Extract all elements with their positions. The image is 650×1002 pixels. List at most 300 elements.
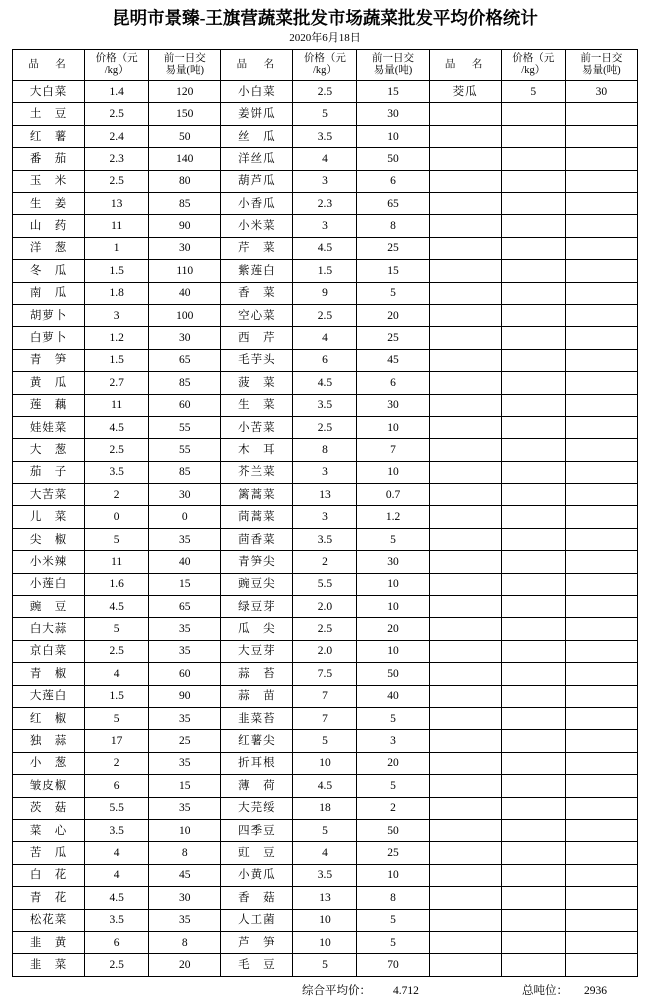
table-row bbox=[13, 685, 638, 707]
cell-price-3 bbox=[501, 215, 565, 237]
cell-price-3 bbox=[501, 125, 565, 147]
cell-price-1: 4.5 bbox=[85, 596, 149, 618]
cell-price-1: 1 bbox=[85, 237, 149, 259]
cell-price-2: 5 bbox=[293, 819, 357, 841]
cell-price-1: 3 bbox=[85, 304, 149, 326]
cell-name-1: 番 茄 bbox=[13, 148, 85, 170]
cell-name-3 bbox=[429, 708, 501, 730]
cell-volume-3 bbox=[565, 103, 637, 125]
average-price-summary bbox=[302, 982, 419, 998]
cell-price-3 bbox=[501, 864, 565, 886]
cell-volume-3 bbox=[565, 461, 637, 483]
cell-volume-2: 25 bbox=[357, 327, 429, 349]
cell-price-2: 7 bbox=[293, 708, 357, 730]
cell-price-1: 0 bbox=[85, 506, 149, 528]
cell-volume-1: 140 bbox=[149, 148, 221, 170]
cell-price-3 bbox=[501, 909, 565, 931]
cell-volume-3 bbox=[565, 282, 637, 304]
cell-volume-1: 90 bbox=[149, 215, 221, 237]
cell-name-2: 四季豆 bbox=[221, 819, 293, 841]
cell-volume-1: 55 bbox=[149, 439, 221, 461]
cell-name-2: 篱蒿菜 bbox=[221, 484, 293, 506]
cell-price-1: 6 bbox=[85, 931, 149, 953]
cell-name-2: 小黄瓜 bbox=[221, 864, 293, 886]
cell-volume-2: 2 bbox=[357, 797, 429, 819]
cell-name-2: 薄 荷 bbox=[221, 775, 293, 797]
cell-name-1: 儿 菜 bbox=[13, 506, 85, 528]
cell-name-2: 茼蒿菜 bbox=[221, 506, 293, 528]
cell-volume-2: 5 bbox=[357, 282, 429, 304]
cell-name-3 bbox=[429, 842, 501, 864]
cell-volume-1: 40 bbox=[149, 282, 221, 304]
cell-price-2: 4 bbox=[293, 842, 357, 864]
cell-name-3 bbox=[429, 573, 501, 595]
column-header-volume-line2: 易量(吨) bbox=[373, 65, 413, 77]
cell-volume-3 bbox=[565, 372, 637, 394]
total-tonnage-label: 总吨位： bbox=[522, 984, 568, 997]
cell-name-2: 红薯尖 bbox=[221, 730, 293, 752]
cell-price-3 bbox=[501, 170, 565, 192]
total-tonnage-summary bbox=[522, 982, 607, 998]
cell-volume-2: 25 bbox=[357, 237, 429, 259]
cell-name-1: 青 花 bbox=[13, 887, 85, 909]
cell-price-1: 11 bbox=[85, 215, 149, 237]
table-row bbox=[13, 349, 638, 371]
cell-price-1: 3.5 bbox=[85, 461, 149, 483]
cell-price-2: 6 bbox=[293, 349, 357, 371]
cell-price-2: 3.5 bbox=[293, 528, 357, 550]
table-row bbox=[13, 797, 638, 819]
cell-name-1: 豌 豆 bbox=[13, 596, 85, 618]
cell-name-3 bbox=[429, 954, 501, 976]
cell-name-3 bbox=[429, 909, 501, 931]
cell-price-3 bbox=[501, 237, 565, 259]
cell-name-1: 红 薯 bbox=[13, 125, 85, 147]
cell-price-1: 2.4 bbox=[85, 125, 149, 147]
cell-name-1: 大 葱 bbox=[13, 439, 85, 461]
table-row bbox=[13, 304, 638, 326]
cell-name-1: 冬 瓜 bbox=[13, 260, 85, 282]
column-header-price-2 bbox=[293, 50, 357, 81]
column-header-volume-3 bbox=[565, 50, 637, 81]
cell-price-2: 4.5 bbox=[293, 372, 357, 394]
cell-price-2: 3 bbox=[293, 170, 357, 192]
cell-price-3 bbox=[501, 394, 565, 416]
cell-price-1: 5 bbox=[85, 528, 149, 550]
cell-volume-3 bbox=[565, 842, 637, 864]
cell-name-3 bbox=[429, 148, 501, 170]
cell-price-3 bbox=[501, 954, 565, 976]
cell-price-3 bbox=[501, 551, 565, 573]
column-header-volume-line2: 易量(吨) bbox=[165, 65, 204, 77]
cell-name-1: 莲 藕 bbox=[13, 394, 85, 416]
cell-volume-1: 25 bbox=[149, 730, 221, 752]
cell-volume-3 bbox=[565, 819, 637, 841]
cell-volume-3 bbox=[565, 439, 637, 461]
column-header-price-3 bbox=[501, 50, 565, 81]
cell-price-1: 4.5 bbox=[85, 887, 149, 909]
cell-name-1: 洋 葱 bbox=[13, 237, 85, 259]
cell-volume-2: 20 bbox=[357, 752, 429, 774]
page-title: 昆明市景臻-王旗营蔬菜批发市场蔬菜批发平均价格统计 bbox=[112, 8, 538, 28]
cell-price-1: 2.5 bbox=[85, 103, 149, 125]
column-header-volume-1 bbox=[149, 50, 221, 81]
cell-name-2: 姜饼瓜 bbox=[221, 103, 293, 125]
cell-price-2: 10 bbox=[293, 909, 357, 931]
cell-volume-2: 7 bbox=[357, 439, 429, 461]
cell-price-3 bbox=[501, 708, 565, 730]
cell-name-2: 小白菜 bbox=[221, 81, 293, 103]
cell-name-3 bbox=[429, 931, 501, 953]
cell-price-2: 4 bbox=[293, 148, 357, 170]
cell-price-3 bbox=[501, 730, 565, 752]
cell-volume-2: 45 bbox=[357, 349, 429, 371]
cell-name-1: 苦 瓜 bbox=[13, 842, 85, 864]
cell-volume-3 bbox=[565, 887, 637, 909]
cell-name-3 bbox=[429, 663, 501, 685]
cell-price-3 bbox=[501, 685, 565, 707]
cell-volume-3 bbox=[565, 170, 637, 192]
cell-name-3 bbox=[429, 484, 501, 506]
average-price-value: 4.712 bbox=[393, 984, 419, 997]
column-header-name-3: 品 名 bbox=[429, 50, 501, 81]
cell-price-2: 13 bbox=[293, 484, 357, 506]
cell-price-2: 18 bbox=[293, 797, 357, 819]
cell-name-2: 紫莲白 bbox=[221, 260, 293, 282]
cell-volume-2: 15 bbox=[357, 260, 429, 282]
cell-volume-3 bbox=[565, 573, 637, 595]
cell-volume-2: 65 bbox=[357, 193, 429, 215]
cell-name-1: 茄 子 bbox=[13, 461, 85, 483]
cell-price-3 bbox=[501, 372, 565, 394]
table-row bbox=[13, 864, 638, 886]
cell-name-3 bbox=[429, 775, 501, 797]
cell-name-2: 豇 豆 bbox=[221, 842, 293, 864]
cell-volume-3 bbox=[565, 618, 637, 640]
cell-volume-2: 5 bbox=[357, 775, 429, 797]
cell-name-3 bbox=[429, 461, 501, 483]
cell-price-1: 6 bbox=[85, 775, 149, 797]
cell-name-3 bbox=[429, 193, 501, 215]
cell-name-2: 瓜 尖 bbox=[221, 618, 293, 640]
cell-name-3 bbox=[429, 887, 501, 909]
table-header bbox=[13, 50, 638, 81]
cell-name-2: 毛 豆 bbox=[221, 954, 293, 976]
cell-volume-3 bbox=[565, 752, 637, 774]
cell-volume-1: 120 bbox=[149, 81, 221, 103]
cell-price-1: 2.5 bbox=[85, 170, 149, 192]
cell-name-1: 独 蒜 bbox=[13, 730, 85, 752]
table-row bbox=[13, 931, 638, 953]
cell-volume-3 bbox=[565, 685, 637, 707]
cell-volume-2: 1.2 bbox=[357, 506, 429, 528]
column-header-price-line1: 价格（元 bbox=[95, 53, 138, 64]
cell-volume-2: 30 bbox=[357, 551, 429, 573]
column-header-volume-line1: 前一日交 bbox=[372, 53, 415, 64]
table-row bbox=[13, 551, 638, 573]
column-header-price-line2: /kg） bbox=[521, 65, 546, 77]
cell-price-2: 2 bbox=[293, 551, 357, 573]
cell-volume-1: 8 bbox=[149, 931, 221, 953]
table-row bbox=[13, 416, 638, 438]
table-row bbox=[13, 506, 638, 528]
cell-price-3 bbox=[501, 663, 565, 685]
cell-price-1: 1.2 bbox=[85, 327, 149, 349]
cell-name-2: 蒜 苗 bbox=[221, 685, 293, 707]
cell-volume-2: 6 bbox=[357, 372, 429, 394]
cell-price-1: 3.5 bbox=[85, 819, 149, 841]
cell-name-2: 小香瓜 bbox=[221, 193, 293, 215]
cell-volume-2: 10 bbox=[357, 640, 429, 662]
cell-price-2: 13 bbox=[293, 887, 357, 909]
cell-volume-2: 5 bbox=[357, 931, 429, 953]
cell-name-2: 绿豆芽 bbox=[221, 596, 293, 618]
cell-price-1: 2.5 bbox=[85, 640, 149, 662]
cell-price-1: 1.8 bbox=[85, 282, 149, 304]
cell-volume-1: 10 bbox=[149, 819, 221, 841]
cell-price-3 bbox=[501, 752, 565, 774]
table-row bbox=[13, 484, 638, 506]
table-row bbox=[13, 125, 638, 147]
cell-name-3 bbox=[429, 349, 501, 371]
cell-volume-2: 5 bbox=[357, 528, 429, 550]
cell-name-2: 木 耳 bbox=[221, 439, 293, 461]
cell-name-2: 大豆芽 bbox=[221, 640, 293, 662]
cell-name-1: 白萝卜 bbox=[13, 327, 85, 349]
cell-price-3 bbox=[501, 103, 565, 125]
cell-price-3 bbox=[501, 461, 565, 483]
cell-name-1: 胡萝卜 bbox=[13, 304, 85, 326]
cell-price-2: 2.0 bbox=[293, 596, 357, 618]
table-row bbox=[13, 260, 638, 282]
cell-price-2: 3.5 bbox=[293, 394, 357, 416]
cell-volume-3 bbox=[565, 931, 637, 953]
cell-volume-1: 35 bbox=[149, 797, 221, 819]
cell-volume-1: 150 bbox=[149, 103, 221, 125]
cell-price-3 bbox=[501, 528, 565, 550]
table-row bbox=[13, 215, 638, 237]
cell-price-3 bbox=[501, 506, 565, 528]
cell-name-3 bbox=[429, 685, 501, 707]
cell-volume-2: 10 bbox=[357, 125, 429, 147]
cell-name-1: 小 葱 bbox=[13, 752, 85, 774]
table-row bbox=[13, 640, 638, 662]
cell-price-1: 1.6 bbox=[85, 573, 149, 595]
column-header-price-line1: 价格（元 bbox=[303, 53, 346, 64]
cell-price-2: 3 bbox=[293, 506, 357, 528]
cell-volume-1: 65 bbox=[149, 349, 221, 371]
cell-price-2: 7 bbox=[293, 685, 357, 707]
cell-price-1: 1.4 bbox=[85, 81, 149, 103]
cell-price-3 bbox=[501, 484, 565, 506]
cell-price-3 bbox=[501, 349, 565, 371]
cell-price-1: 1.5 bbox=[85, 349, 149, 371]
cell-volume-3 bbox=[565, 260, 637, 282]
cell-volume-2: 40 bbox=[357, 685, 429, 707]
cell-name-1: 青 椒 bbox=[13, 663, 85, 685]
cell-volume-1: 65 bbox=[149, 596, 221, 618]
cell-name-1: 娃娃菜 bbox=[13, 416, 85, 438]
cell-price-1: 2.3 bbox=[85, 148, 149, 170]
cell-name-2: 芥兰菜 bbox=[221, 461, 293, 483]
cell-volume-2: 10 bbox=[357, 461, 429, 483]
cell-volume-3: 30 bbox=[565, 81, 637, 103]
cell-volume-1: 30 bbox=[149, 887, 221, 909]
cell-price-1: 17 bbox=[85, 730, 149, 752]
cell-name-1: 小莲白 bbox=[13, 573, 85, 595]
cell-name-3 bbox=[429, 618, 501, 640]
cell-price-1: 11 bbox=[85, 551, 149, 573]
cell-name-2: 豌豆尖 bbox=[221, 573, 293, 595]
cell-volume-1: 8 bbox=[149, 842, 221, 864]
cell-volume-2: 10 bbox=[357, 864, 429, 886]
cell-name-1: 南 瓜 bbox=[13, 282, 85, 304]
cell-volume-3 bbox=[565, 327, 637, 349]
column-header-price-line2: /kg） bbox=[104, 65, 129, 77]
cell-name-2: 大芫绥 bbox=[221, 797, 293, 819]
cell-price-2: 4 bbox=[293, 327, 357, 349]
cell-price-3 bbox=[501, 439, 565, 461]
table-row bbox=[13, 573, 638, 595]
cell-price-3 bbox=[501, 842, 565, 864]
cell-volume-3 bbox=[565, 215, 637, 237]
cell-name-3 bbox=[429, 327, 501, 349]
cell-volume-3 bbox=[565, 775, 637, 797]
table-row bbox=[13, 170, 638, 192]
cell-volume-3 bbox=[565, 909, 637, 931]
cell-name-1: 玉 米 bbox=[13, 170, 85, 192]
cell-price-1: 5 bbox=[85, 708, 149, 730]
column-header-price-1 bbox=[85, 50, 149, 81]
cell-price-3 bbox=[501, 148, 565, 170]
cell-price-2: 7.5 bbox=[293, 663, 357, 685]
cell-price-2: 3 bbox=[293, 215, 357, 237]
cell-volume-3 bbox=[565, 237, 637, 259]
cell-volume-3 bbox=[565, 484, 637, 506]
column-header-volume-line2: 易量(吨) bbox=[582, 65, 621, 77]
table-row bbox=[13, 528, 638, 550]
cell-price-2: 5 bbox=[293, 103, 357, 125]
cell-name-1: 菜 心 bbox=[13, 819, 85, 841]
cell-price-1: 2 bbox=[85, 752, 149, 774]
cell-name-2: 菠 菜 bbox=[221, 372, 293, 394]
cell-price-2: 8 bbox=[293, 439, 357, 461]
table-row bbox=[13, 708, 638, 730]
table-row bbox=[13, 909, 638, 931]
cell-price-1: 4 bbox=[85, 663, 149, 685]
cell-volume-3 bbox=[565, 125, 637, 147]
cell-volume-2: 15 bbox=[357, 81, 429, 103]
column-header-volume-2 bbox=[357, 50, 429, 81]
cell-volume-1: 85 bbox=[149, 461, 221, 483]
cell-name-3 bbox=[429, 372, 501, 394]
table-row bbox=[13, 282, 638, 304]
cell-name-3 bbox=[429, 819, 501, 841]
total-tonnage-value: 2936 bbox=[584, 984, 607, 997]
cell-name-2: 青笋尖 bbox=[221, 551, 293, 573]
cell-volume-3 bbox=[565, 394, 637, 416]
cell-volume-2: 5 bbox=[357, 909, 429, 931]
cell-price-2: 2.5 bbox=[293, 416, 357, 438]
cell-price-2: 2.5 bbox=[293, 304, 357, 326]
cell-volume-1: 35 bbox=[149, 752, 221, 774]
cell-name-2: 毛芋头 bbox=[221, 349, 293, 371]
cell-name-1: 韭 菜 bbox=[13, 954, 85, 976]
cell-price-1: 13 bbox=[85, 193, 149, 215]
cell-price-3 bbox=[501, 416, 565, 438]
cell-price-3 bbox=[501, 797, 565, 819]
column-header-name-1: 品 名 bbox=[13, 50, 85, 81]
cell-volume-1: 90 bbox=[149, 685, 221, 707]
cell-name-2: 丝 瓜 bbox=[221, 125, 293, 147]
cell-volume-1: 30 bbox=[149, 327, 221, 349]
table-row bbox=[13, 327, 638, 349]
cell-name-3 bbox=[429, 237, 501, 259]
cell-volume-1: 15 bbox=[149, 775, 221, 797]
cell-name-1: 生 姜 bbox=[13, 193, 85, 215]
table-row bbox=[13, 842, 638, 864]
cell-price-3 bbox=[501, 596, 565, 618]
column-header-volume-line1: 前一日交 bbox=[580, 53, 623, 64]
cell-volume-2: 70 bbox=[357, 954, 429, 976]
cell-volume-2: 30 bbox=[357, 103, 429, 125]
cell-price-3 bbox=[501, 931, 565, 953]
cell-volume-3 bbox=[565, 640, 637, 662]
cell-volume-1: 60 bbox=[149, 394, 221, 416]
table-row bbox=[13, 954, 638, 976]
cell-volume-1: 35 bbox=[149, 618, 221, 640]
table-row bbox=[13, 372, 638, 394]
cell-name-1: 大苦菜 bbox=[13, 484, 85, 506]
cell-price-2: 2.0 bbox=[293, 640, 357, 662]
cell-price-2: 2.5 bbox=[293, 618, 357, 640]
cell-name-3 bbox=[429, 551, 501, 573]
cell-volume-2: 10 bbox=[357, 416, 429, 438]
report-date: 2020年6月18日 bbox=[289, 31, 361, 44]
cell-name-3 bbox=[429, 170, 501, 192]
table-row bbox=[13, 775, 638, 797]
cell-name-3 bbox=[429, 125, 501, 147]
cell-volume-1: 60 bbox=[149, 663, 221, 685]
cell-price-3: 5 bbox=[501, 81, 565, 103]
cell-name-2: 香 菜 bbox=[221, 282, 293, 304]
cell-name-2: 小苦菜 bbox=[221, 416, 293, 438]
cell-price-3 bbox=[501, 260, 565, 282]
cell-volume-2: 50 bbox=[357, 148, 429, 170]
table-row bbox=[13, 394, 638, 416]
table-row bbox=[13, 103, 638, 125]
cell-volume-1: 45 bbox=[149, 864, 221, 886]
cell-name-3 bbox=[429, 528, 501, 550]
cell-volume-2: 50 bbox=[357, 663, 429, 685]
cell-name-3 bbox=[429, 752, 501, 774]
cell-name-1: 大莲白 bbox=[13, 685, 85, 707]
cell-volume-3 bbox=[565, 663, 637, 685]
price-table bbox=[12, 49, 638, 977]
cell-name-3: 茭瓜 bbox=[429, 81, 501, 103]
cell-name-3 bbox=[429, 596, 501, 618]
table-footer bbox=[12, 982, 638, 1002]
cell-name-2: 葫芦瓜 bbox=[221, 170, 293, 192]
cell-name-1: 尖 椒 bbox=[13, 528, 85, 550]
cell-price-1: 1.5 bbox=[85, 260, 149, 282]
cell-volume-3 bbox=[565, 349, 637, 371]
table-row bbox=[13, 819, 638, 841]
cell-volume-1: 85 bbox=[149, 193, 221, 215]
cell-volume-1: 35 bbox=[149, 909, 221, 931]
cell-price-1: 1.5 bbox=[85, 685, 149, 707]
cell-name-2: 香 菇 bbox=[221, 887, 293, 909]
